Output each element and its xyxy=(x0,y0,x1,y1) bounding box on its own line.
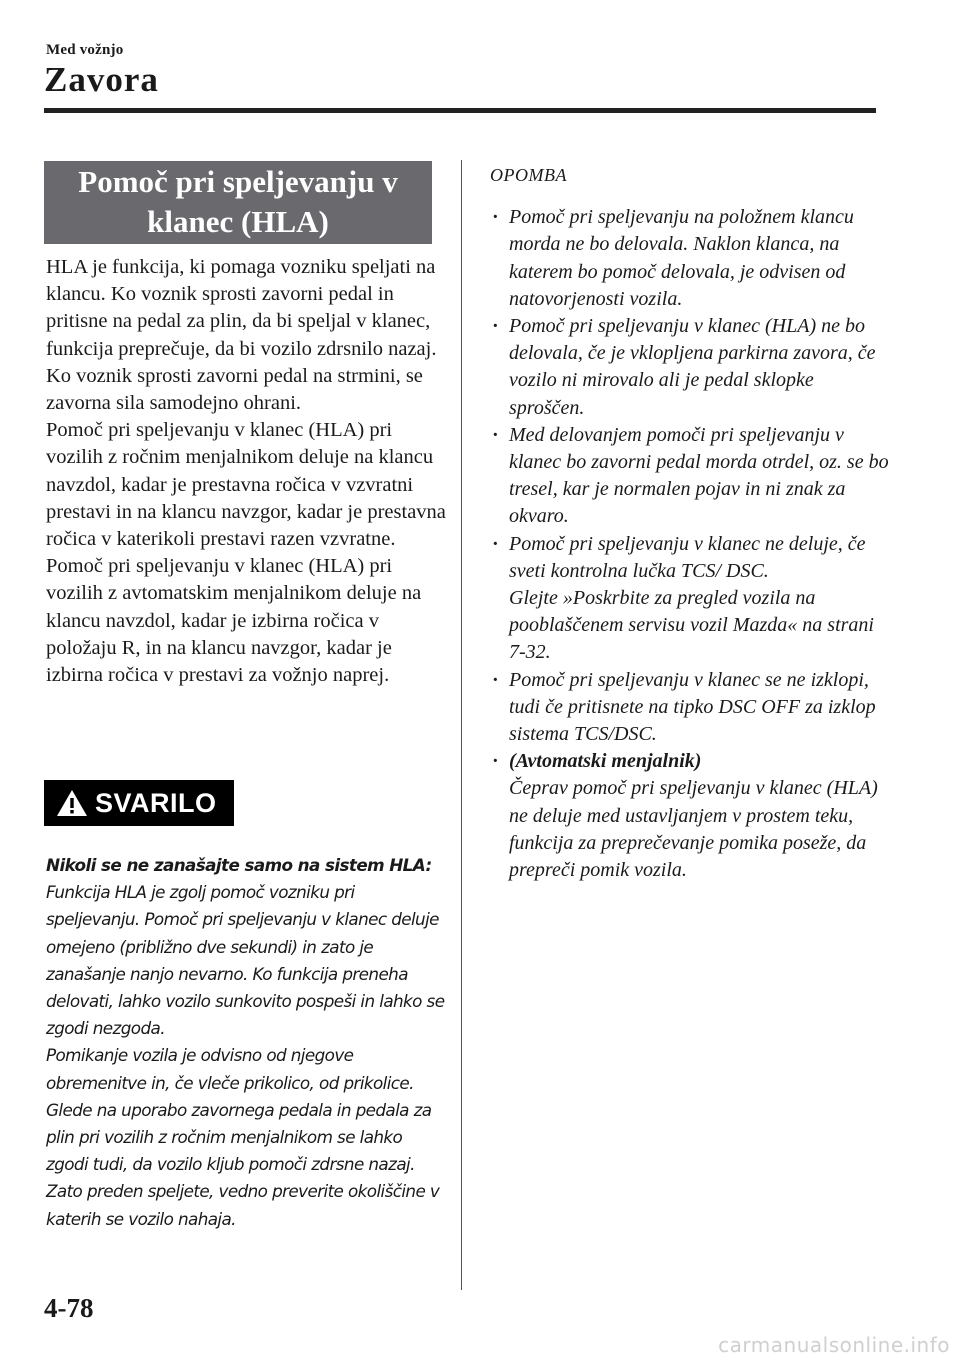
body-paragraph-2: Pomoč pri speljevanju v klanec (HLA) pri vozilih z ročnim menjalnikom deluje na klancu navzdol, kadar je prestavna ročica v vzvratni prestavi in na klancu navzgor, kadar je prestavna ročica v katerikoli prestavi razen vzvratne. xyxy=(46,419,446,551)
note-item-text: · Pomoč pri speljevanju v klanec ne deluje, če sveti kontrolna lučka TCS/ DSC. xyxy=(509,532,866,582)
warning-text xyxy=(46,852,446,1233)
note-list xyxy=(490,204,890,884)
watermark: carmanualsonline.info xyxy=(718,1333,950,1357)
warning-paragraph-3: Zato preden speljete, vedno preverite okoliščine v katerih se vozilo nahaja. xyxy=(46,1181,440,1229)
section-heading-line1: Pomoč pri speljevanju v xyxy=(78,164,398,199)
page-title: Zavora xyxy=(44,60,159,99)
note-item-text: Čeprav pomoč pri speljevanju v klanec (HLA) ne deluje med ustavljanjem v prostem teku, funkcija za preprečevanje pomika poseže, da prepreči pomik vozila. xyxy=(509,777,878,882)
section-heading-line2: klanec (HLA) xyxy=(147,204,329,239)
warning-label: SVARILO xyxy=(95,787,217,818)
note-item xyxy=(490,531,890,667)
note-block xyxy=(490,162,890,884)
note-heading: OPOMBA xyxy=(490,165,567,185)
note-item-text: · Pomoč pri speljevanju v klanec se ne izklopi, tudi če pritisnete na tipko DSC OFF za izklop sistema TCS/DSC. xyxy=(509,668,876,746)
warning-paragraph-1: Funkcija HLA je zgolj pomoč vozniku pri speljevanju. Pomoč pri speljevanju v klanec deluje omejeno (približno dve sekundi) in zato je zanašanje nanjo nevarno. Ko funkcija preneha delovati, lahko vozilo sunkovito pospeši in lahko se zgodi nezgoda. xyxy=(46,882,445,1039)
body-paragraph-1: HLA je funkcija, ki pomaga vozniku speljati na klancu. Ko voznik sprosti zavorni pedal in pritisne na pedal za plin, da bi speljal v klanec, funkcija preprečuje, da bi vozilo zdrsnilo nazaj. Ko voznik sprosti zavorni pedal na strmini, se zavorna sila samodejno ohrani. xyxy=(46,256,437,415)
column-divider xyxy=(461,160,462,1290)
note-item-subheading: · (Avtomatski menjalnik) xyxy=(509,750,702,773)
warning-triangle-icon xyxy=(56,789,88,817)
page-number: 4-78 xyxy=(44,1293,94,1323)
note-item-text: · Pomoč pri speljevanju na položnem klancu morda ne bo delovala. Naklon klanca, na katerem bo pomoč delovala, je odvisen od natovorjenosti vozila. xyxy=(509,206,854,310)
section-label: Med vožnjo xyxy=(46,42,124,58)
note-item xyxy=(490,422,890,531)
note-item xyxy=(490,667,890,749)
note-item-reference: Glejte »Poskrbite za pregled vozila na pooblaščenem servisu vozil Mazda« na strani 7-32. xyxy=(509,587,874,664)
warning-paragraph-2: Pomikanje vozila je odvisno od njegove obremenitve in, če vleče prikolico, od prikolice. Glede na uporabo zavornega pedala in pedala za plin pri vozilih z ročnim menjalnikom se lahko zgodi tudi, da vozilo kljub pomoči zdrsne nazaj. xyxy=(46,1045,432,1175)
note-item xyxy=(490,313,890,422)
body-text xyxy=(46,254,446,689)
note-item-text: · Med delovanjem pomoči pri speljevanju v klanec bo zavorni pedal morda otrdel, oz. se bo tresel, kar je normalen pojav in ni znak za okvaro. xyxy=(509,423,889,528)
note-item xyxy=(490,204,890,313)
warning-badge xyxy=(44,780,234,826)
header-rule xyxy=(44,108,876,113)
body-paragraph-3: Pomoč pri speljevanju v klanec (HLA) pri vozilih z avtomatskim menjalnikom deluje na klancu navzdol, kadar je izbirna ročica v položaju R, in na klancu navzgor, kadar je izbirna ročica v prestavi za vožnjo naprej. xyxy=(46,555,422,687)
note-item xyxy=(490,748,890,884)
note-item-text: · Pomoč pri speljevanju v klanec (HLA) ne bo delovala, če je vklopljena parkirna zavora, če vozilo ni mirovalo ali je pedal sklopke sproščen. xyxy=(509,315,876,419)
warning-lead: Nikoli se ne zanašajte samo na sistem HLA: xyxy=(46,855,432,875)
section-heading xyxy=(44,161,432,244)
